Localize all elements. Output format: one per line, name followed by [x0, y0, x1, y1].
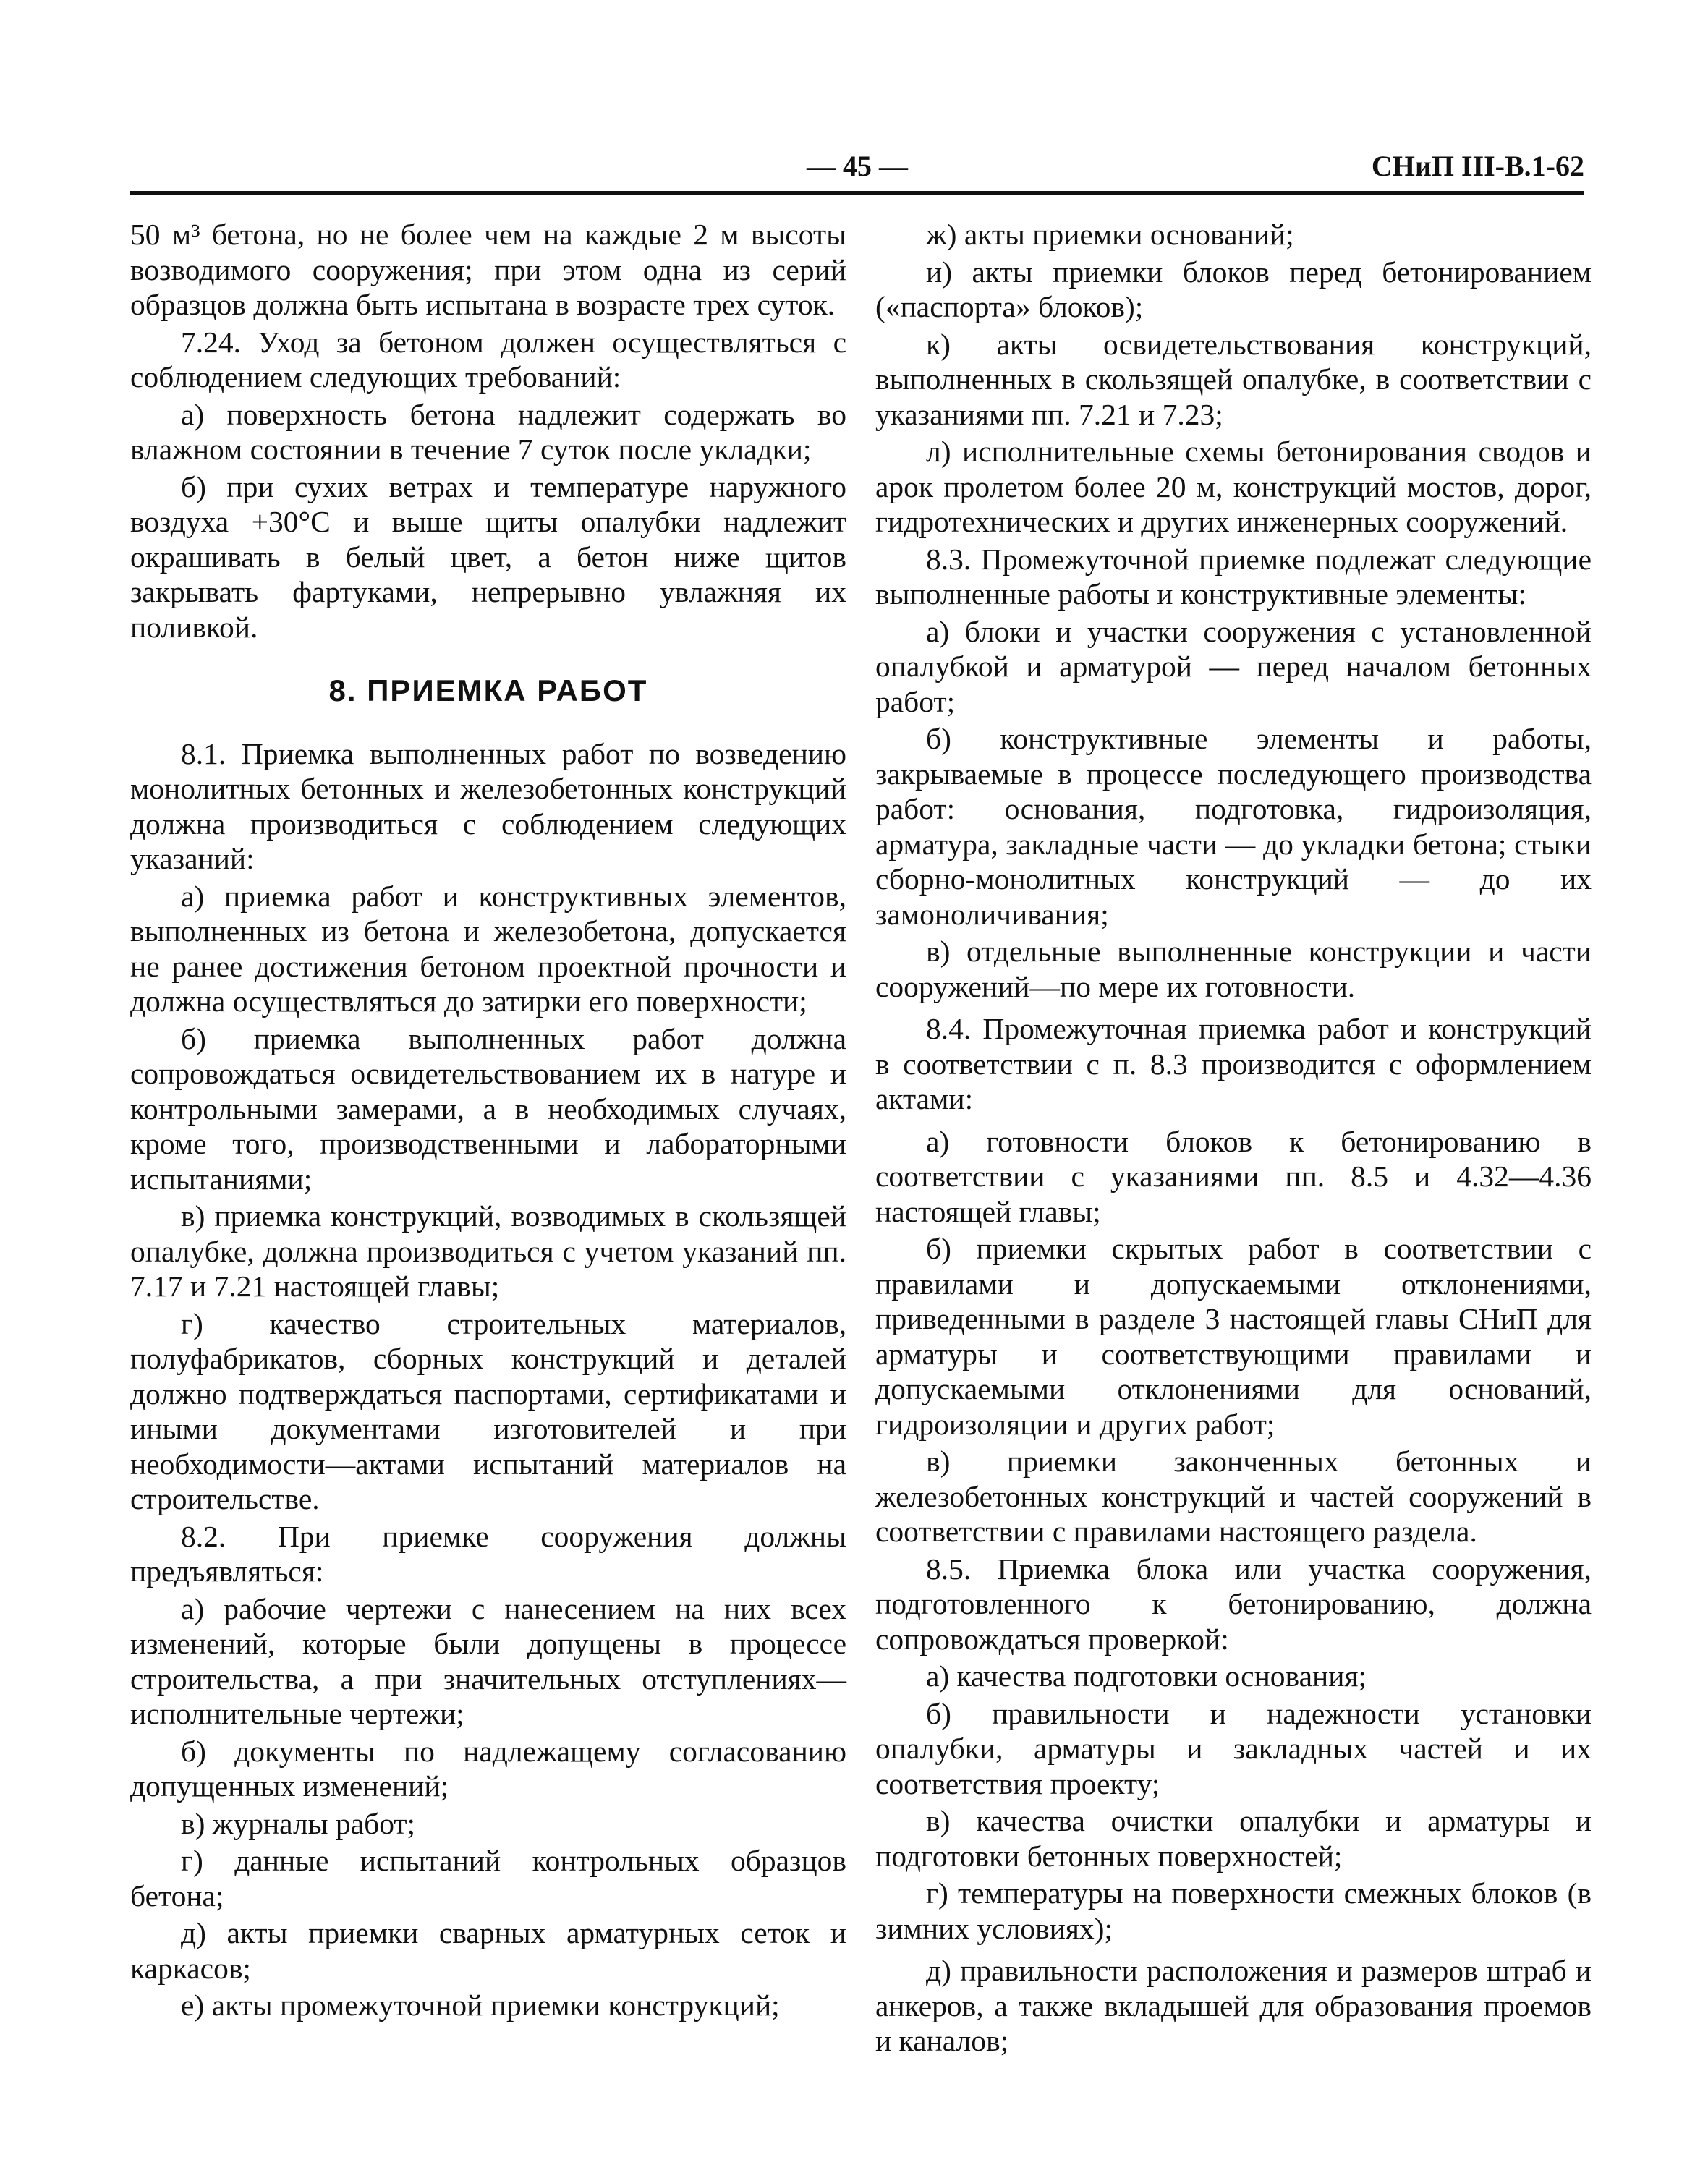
paragraph: ж) акты приемки оснований; [926, 218, 1294, 251]
paragraph: г) качество строительных материалов, полуфабрикатов, сборных конструкций и деталей должно подтверждаться паспортами, сертификатами и иными документами изготовителей и при необходимости—актами испытаний материалов на строительстве. [130, 1306, 846, 1515]
paragraph: б) правильности и надежности установки опалубки, арматуры и закладных частей и их соответствия проекту; [875, 1696, 1592, 1800]
paragraph: а) рабочие чертежи с нанесением на них всех изменений, которые были допущены в процессе строительства, а при значительных отступлениях—исполнительные чертежи; [130, 1591, 846, 1730]
paragraph: в) приемки законченных бетонных и железобетонных конструкций и частей сооружений в соответствии с правилами настоящего раздела. [875, 1445, 1592, 1548]
section-heading: 8. ПРИЕМКА РАБОТ [328, 673, 648, 707]
paragraph: б) при сухих ветрах и температуре наружного воздуха +30°С и выше щиты опалубки надлежит окрашивать в белый цвет, а бетон ниже щитов закрывать фартуками, непрерывно увлажняя их поливкой. [130, 469, 846, 644]
paragraph: а) приемка работ и конструктивных элементов, выполненных из бетона и железобетона, допускается не ранее достижения бетоном проектной прочности и должна осуществляться до затирки его поверхности; [130, 879, 846, 1018]
paragraph: е) акты промежуточной приемки конструкций; [181, 1988, 780, 2022]
paragraph: б) конструктивные элементы и работы, закрываемые в процессе последующего производства работ: основания, подготовка, гидроизоляция, арматура, закладные части — до укладки бетона; стыки сборно-монолитных конструкций — до их замоноличивания; [875, 722, 1592, 931]
paragraph: 7.24. Уход за бетоном должен осуществляться с соблюдением следующих требований: [130, 325, 846, 394]
right-column [875, 217, 1592, 2061]
left-column [130, 217, 846, 2025]
paragraph: 8.4. Промежуточная приемка работ и конструкций в соответствии с п. 8.3 производится с оформлением актами: [875, 1012, 1592, 1115]
paragraph: а) блоки и участки сооружения с установленной опалубкой и арматурой — перед началом бетонных работ; [875, 614, 1592, 718]
paragraph: д) правильности расположения и размеров штраб и анкеров, а также вкладышей для образования проемов и каналов; [875, 1954, 1592, 2057]
paragraph: а) готовности блоков к бетонированию в соответствии с указаниями пп. 8.5 и 4.32—4.36 настоящей главы; [875, 1124, 1592, 1228]
paragraph: 8.2. При приемке сооружения должны предъявляться: [130, 1519, 846, 1588]
paragraph: в) журналы работ; [181, 1806, 416, 1840]
paragraph: б) приемка выполненных работ должна сопровождаться освидетельствованием их в натуре и контрольными замерами, а в необходимых случаях, кроме того, производственными и лабораторными испытаниями; [130, 1021, 846, 1196]
paragraph: д) акты приемки сварных арматурных сеток и каркасов; [130, 1916, 846, 1985]
paragraph: б) приемки скрытых работ в соответствии с правилами и допускаемыми отклонениями, приведенными в разделе 3 настоящей главы СНиП для арматуры и соответствующими правилами и допускаемыми отклонениями для оснований, гидроизоляции и других работ; [875, 1232, 1592, 1441]
paragraph: г) температуры на поверхности смежных блоков (в зимних условиях); [875, 1876, 1592, 1945]
paragraph: к) акты освидетельствования конструкций, выполненных в скользящей опалубке, в соответствии с указаниями пп. 7.21 и 7.23; [875, 327, 1592, 431]
paragraph: в) приемка конструкций, возводимых в скользящей опалубке, должна производиться с учетом указаний пп. 7.17 и 7.21 настоящей главы; [130, 1199, 846, 1303]
paragraph: 8.1. Приемка выполненных работ по возведению монолитных бетонных и железобетонных конструкций должна производиться с соблюдением следующих указаний: [130, 736, 846, 875]
paragraph: а) поверхность бетона надлежит содержать во влажном состоянии в течение 7 суток после укладки; [130, 397, 846, 466]
paragraph: 8.5. Приемка блока или участка сооружения, подготовленного к бетонированию, должна сопровождаться проверкой: [875, 1552, 1592, 1656]
paragraph: в) качества очистки опалубки и арматуры и подготовки бетонных поверхностей; [875, 1804, 1592, 1873]
paragraph: а) качества подготовки основания; [926, 1659, 1367, 1693]
paragraph: в) отдельные выполненные конструкции и части сооружений—по мере их готовности. [875, 935, 1592, 1003]
paragraph: и) акты приемки блоков перед бетонированием («паспорта» блоков); [875, 255, 1592, 323]
page-header [130, 145, 1584, 188]
paragraph: г) данные испытаний контрольных образцов бетона; [130, 1844, 846, 1913]
paragraph: 8.3. Промежуточной приемке подлежат следующие выполненные работы и конструктивные элементы: [875, 542, 1592, 611]
header-rule [130, 191, 1584, 195]
document-code: СНиП III-В.1-62 [1371, 150, 1584, 182]
page-number: — 45 — [807, 150, 908, 182]
paragraph: б) документы по надлежащему согласованию допущенных изменений; [130, 1734, 846, 1803]
paragraph: 50 м³ бетона, но не более чем на каждые 2 м высоты возводимого сооружения; при этом одна из серий образцов должна быть испытана в возрасте трех суток. [130, 218, 846, 321]
paragraph: л) исполнительные схемы бетонирования сводов и арок пролетом более 20 м, конструкций мостов, дорог, гидротехнических и других инженерных сооружений. [875, 435, 1592, 538]
